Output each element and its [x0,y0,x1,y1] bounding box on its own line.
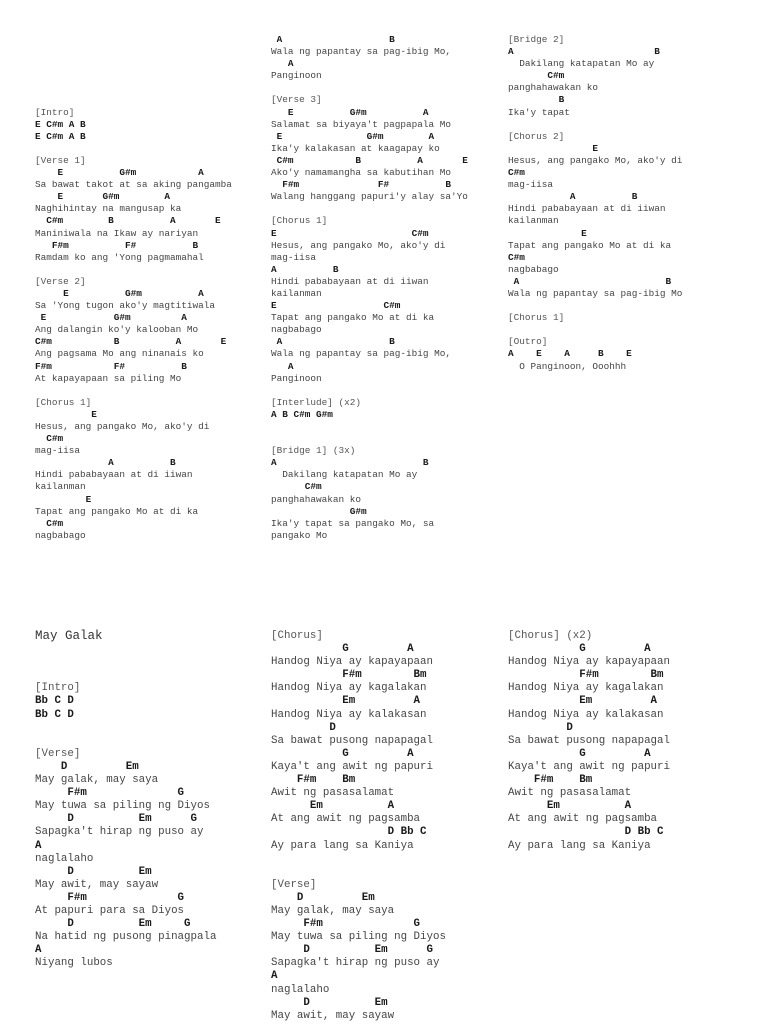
chord-line: D [508,721,573,734]
chord-line: A [271,970,278,983]
chord-line: A B [271,336,395,348]
chord-line: A B [508,191,638,203]
blank-line [35,143,265,155]
lyric-line: Handog Niya ay kapayapaan [271,656,433,669]
lyric-line: Hesus, ang pangako Mo, ako'y di [508,154,683,166]
lyric-line: naglalaho [271,983,330,996]
lyric-line: Hindi pababayaan at di iiwan [271,275,429,287]
lyric-line: kailanman [35,481,86,493]
chord-line: B [508,94,565,106]
lyric-line: panghahawakan ko [508,82,599,94]
blank-line [508,324,738,336]
lyric-line: Awit ng pasasalamat [508,787,632,800]
chord-line: C#m B A E [35,215,221,227]
chord-line: A [271,58,294,70]
lyric-line: mag-iisa [35,445,81,457]
chord-line: E G#m A [271,106,429,118]
lyric-line: Tapat ang pangako Mo at di ka [35,505,199,517]
lyric-line: Maniniwala na Ikaw ay nariyan [35,227,199,239]
lyric-line: At ang awit ng pagsamba [271,813,421,826]
lyric-line: Sa bawat pusong napapagal [271,734,433,747]
blank-line [271,421,501,433]
chord-line: F#m G [271,918,421,931]
chord-line: C#m [35,517,64,529]
page1-column-2 [271,34,501,542]
chord-line: Em A [271,800,395,813]
chord-line: A [271,360,294,372]
lyric-line: Wala ng papantay sa pag-ibig Mo, [271,348,452,360]
section-header: [Outro] [508,336,548,348]
lyric-line: Panginoon [271,372,322,384]
lyric-line: Na hatid ng pusong pinagpala [35,931,217,944]
section-header: [Chorus 1] [508,312,565,324]
chord-line: G#m [271,505,367,517]
lyric-line: Ramdam ko ang 'Yong pagmamahal [35,251,204,263]
chord-line: C#m [508,70,565,82]
chord-line: D Em G [35,813,197,826]
chord-line: E C#m A B [35,130,86,142]
blank-line [271,433,501,445]
lyric-line: pangako Mo [271,529,328,541]
lyric-line: Handog Niya ay kagalakan [508,682,664,695]
chord-line: F#m G [35,787,185,800]
blank-line [271,866,501,879]
lyric-line: Handog Niya ay kapayapaan [508,656,670,669]
lyric-line: Ika'y kalakasan at kaagapay ko [271,142,440,154]
chord-line: G A [508,643,651,656]
lyric-line: nagbabago [508,263,559,275]
lyric-line: Wala ng papantay sa pag-ibig Mo, [271,46,452,58]
blank-line [35,722,265,735]
lyric-line: Hindi pababayaan at di iiwan [35,469,193,481]
chord-line: G A [508,747,651,760]
section-header: [Chorus 1] [35,396,92,408]
blank-line [35,58,265,70]
chord-line: F#m Bm [508,669,664,682]
lyric-line: Sa bawat pusong napapagal [508,734,670,747]
section-header: [Intro] [35,682,81,695]
chord-line: F#m F# B [35,360,187,372]
lyric-line: Wala ng papantay sa pag-ibig Mo [508,287,683,299]
blank-line [35,264,265,276]
chord-line: F#m Bm [271,669,427,682]
section-header: [Chorus] (x2) [508,630,593,642]
chord-line: C#m [271,481,322,493]
lyric-line: Dakilang katapatan Mo ay [271,469,418,481]
page1-column-3 [508,34,738,373]
chord-line: G A [271,747,414,760]
chord-line: A B C#m G#m [271,408,333,420]
lyric-line: May tuwa sa piling ng Diyos [35,800,210,813]
lyric-line: mag-iisa [271,251,317,263]
blank-line [271,82,501,94]
song-title: May Galak [35,629,103,643]
chord-line: D Em [271,891,375,904]
chord-line: A B [271,263,339,275]
blank-line [35,643,265,656]
lyric-line: Tapat ang pangako Mo at di ka [271,312,435,324]
page2-column-3 [508,630,738,853]
chord-line: E G#m A [35,191,171,203]
chord-line: C#m B A E [271,154,468,166]
chord-line: C#m [35,433,64,445]
blank-line [271,853,501,866]
lyric-line: Dakilang katapatan Mo ay [508,58,655,70]
lyric-line: nagbabago [35,529,86,541]
chord-line: E C#m A B [35,118,86,130]
blank-line [35,669,265,682]
section-header: [Verse] [271,878,317,891]
chord-line: F#m Bm [271,774,356,787]
blank-line [35,70,265,82]
chord-line: Em A [508,800,632,813]
chord-line: A B [508,46,660,58]
lyric-line: At ang awit ng pagsamba [508,813,658,826]
lyric-line: Tapat ang pangako Mo at di ka [508,239,672,251]
lyric-line: Salamat sa biyaya't pagpapala Mo [271,118,452,130]
section-header: [Verse 3] [271,94,322,106]
blank-line [35,46,265,58]
chord-line: A B [35,457,176,469]
chord-line: D Bb C [271,826,427,839]
chord-line: C#m B A E [35,336,227,348]
chord-line: E C#m [271,300,401,312]
chord-line: A E A B E [508,348,632,360]
blank-line [35,82,265,94]
chord-line: D Em G [271,944,433,957]
chord-line: D [271,721,336,734]
lyric-line: Kaya't ang awit ng papuri [271,760,433,773]
chord-line: Bb C D [35,708,74,721]
lyric-line: Ika'y tapat [508,106,570,118]
lyric-line: At papuri para sa Diyos [35,904,185,917]
blank-line [508,119,738,131]
chord-line: A B [271,457,429,469]
blank-line [35,94,265,106]
lyric-line: Handog Niya ay kagalakan [271,682,427,695]
page1-column-1 [35,34,265,542]
section-header: [Bridge 2] [508,34,565,45]
lyric-line: Ang dalangin ko'y kalooban Mo [35,324,199,336]
lyric-line: Panginoon [271,70,322,82]
lyric-line: kailanman [271,287,322,299]
chord-line: E [35,408,97,420]
lyric-line: Ako'y namamangha sa kabutihan Mo [271,167,452,179]
lyric-line: May galak, may saya [271,904,395,917]
chord-line: C#m [508,167,525,179]
lyric-line: May awit, may sayaw [271,1009,395,1022]
chord-line: Bb C D [35,695,74,708]
lyric-line: naglalaho [35,852,94,865]
chord-line: F#m F# B [35,239,199,251]
chord-line: D Em [271,996,388,1009]
lyric-line: May awit, may sayaw [35,878,159,891]
lyric-line: Ang pagsama Mo ang ninanais ko [35,348,204,360]
lyric-line: Awit ng pasasalamat [271,787,395,800]
chord-line: D Em [35,760,139,773]
chord-line: D Em G [35,918,191,931]
chord-line: E [508,227,587,239]
lyric-line: O Panginoon, Ooohhh [508,360,627,372]
chord-line: C#m [508,251,525,263]
chord-line: A [35,944,42,957]
chord-line: E G#m A [35,287,204,299]
chord-line: E [508,142,599,154]
lyric-line: Naghihintay na mangusap ka [35,203,182,215]
chord-line: Em A [508,695,658,708]
lyric-line: May tuwa sa piling ng Diyos [271,931,446,944]
chord-line: A B [508,275,672,287]
chord-line: F#m F# B [271,179,452,191]
lyric-line: Hesus, ang pangako Mo, ako'y di [35,421,210,432]
chord-line: E G#m A [35,167,204,179]
lyric-line: Walang hanggang papuri'y alay sa'Yo [271,191,468,203]
section-header: [Chorus 1] [271,215,328,227]
blank-line [271,203,501,215]
lyric-line: nagbabago [271,324,322,336]
lyric-line: Hindi pababayaan at di iiwan [508,203,666,215]
blank-line [35,385,265,397]
section-header: [Chorus 2] [508,130,565,142]
chord-line: G A [271,643,414,656]
lyric-line: Sa bawat takot at sa aking pangamba [35,179,232,191]
lyric-line: Handog Niya ay kalakasan [508,708,664,721]
chord-line: F#m Bm [508,774,593,787]
lyric-line: Kaya't ang awit ng papuri [508,760,670,773]
chord-line: F#m G [35,891,185,904]
section-header: [Verse 2] [35,275,86,287]
page2-column-2 [271,630,501,1023]
section-header: [Bridge 1] (3x) [271,445,356,457]
lyric-line: Sa 'Yong tugon ako'y magtitiwala [35,300,216,312]
lyric-line: Ay para lang sa Kaniya [271,839,414,852]
lyric-line: Sapagka't hirap ng puso ay [271,957,440,970]
chord-line: D Em [35,865,152,878]
section-header: [Verse 1] [35,154,86,166]
chord-line: A B [271,34,395,45]
blank-line [271,385,501,397]
blank-line [35,656,265,669]
section-header: [Interlude] (x2) [271,396,362,408]
blank-line [508,300,738,312]
chord-line: D Bb C [508,826,664,839]
chord-line: E [35,493,92,505]
chord-line: E G#m A [35,312,187,324]
chord-line: A [35,839,42,852]
section-header: [Chorus] [271,630,323,642]
lyric-line: mag-iisa [508,179,554,191]
lyric-line: May galak, may saya [35,774,159,787]
section-header: [Verse] [35,747,81,760]
lyric-line: Ika'y tapat sa pangako Mo, sa [271,517,435,529]
page2-column-1 [35,630,265,970]
chord-line: Em A [271,695,421,708]
lyric-line: At kapayapaan sa piling Mo [35,372,182,384]
lyric-line: Niyang lubos [35,957,113,970]
lyric-line: kailanman [508,215,559,227]
lyric-line: Handog Niya ay kalakasan [271,708,427,721]
blank-line [35,735,265,748]
section-header: [Intro] [35,106,75,118]
blank-line [35,34,265,46]
lyric-line: panghahawakan ko [271,493,362,505]
chord-line: E G#m A [271,130,435,142]
lyric-line: Sapagka't hirap ng puso ay [35,826,204,839]
lyric-line: Hesus, ang pangako Mo, ako'y di [271,239,446,251]
lyric-line: Ay para lang sa Kaniya [508,839,651,852]
chord-line: E C#m [271,227,429,239]
